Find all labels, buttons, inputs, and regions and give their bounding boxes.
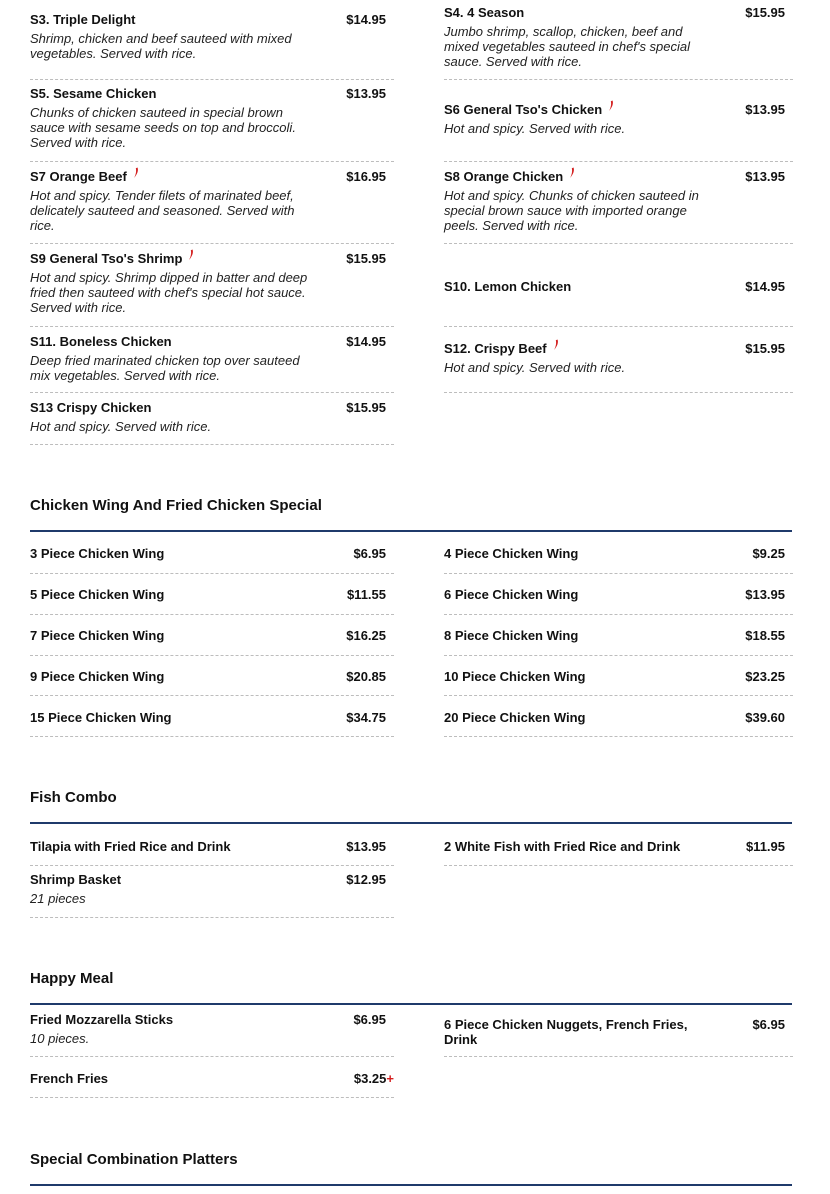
menu-item-s3[interactable] <box>30 11 394 80</box>
item-price: $15.95 <box>745 5 785 20</box>
item-description: 10 pieces. <box>30 1031 90 1046</box>
item-description: 21 pieces <box>30 891 86 906</box>
item-price: $11.95 <box>745 839 785 854</box>
menu-item-s8[interactable] <box>444 168 793 244</box>
item-price: $9.25 <box>752 546 785 561</box>
menu-item-wing[interactable] <box>30 587 394 615</box>
item-description: Hot and spicy. Shrimp dipped in batter and deep fried then sauteed with chef's special hot sauce. Served with rice. <box>30 270 308 315</box>
item-name: 5 Piece Chicken Wing <box>30 587 165 602</box>
menu-item-s4[interactable] <box>444 4 793 80</box>
menu-item-wing[interactable] <box>30 546 394 574</box>
item-name: Fried Mozzarella Sticks <box>30 1012 174 1027</box>
menu-item-tilapia[interactable] <box>30 839 394 866</box>
item-price: $23.25 <box>745 669 785 684</box>
item-name: S5. Sesame Chicken <box>30 86 157 101</box>
item-name: French Fries <box>30 1071 109 1086</box>
item-price: $16.25 <box>346 628 386 643</box>
menu-item-wing[interactable] <box>444 669 793 696</box>
add-option-icon[interactable]: + <box>386 1071 394 1086</box>
menu-item-wing[interactable] <box>444 710 793 737</box>
item-name: 6 Piece Chicken Wing <box>444 587 579 602</box>
menu-item-mozzarella[interactable] <box>30 1011 394 1057</box>
item-name: S13 Crispy Chicken <box>30 400 152 415</box>
item-name: S11. Boneless Chicken <box>30 334 172 349</box>
section-divider <box>30 1184 792 1186</box>
item-price: $13.95 <box>745 169 785 184</box>
item-price: $12.95 <box>346 872 386 887</box>
item-name: S10. Lemon Chicken <box>444 279 572 294</box>
item-name: S7 Orange Beef <box>30 169 139 184</box>
item-price: $6.95 <box>752 1017 785 1032</box>
section-divider <box>30 822 792 824</box>
item-description: Deep fried marinated chicken top over sauteed mix vegetables. Served with rice. <box>30 353 300 383</box>
menu-item-wing[interactable] <box>30 710 394 737</box>
item-name: Tilapia with Fried Rice and Drink <box>30 839 231 854</box>
item-price: $18.55 <box>745 628 785 643</box>
item-price: $20.85 <box>346 669 386 684</box>
menu-item-s12[interactable] <box>444 340 793 393</box>
menu-item-wing[interactable] <box>444 546 793 574</box>
item-description: Chunks of chicken sauteed in special brown sauce with sesame seeds on top and broccoli. Served with rice. <box>30 105 296 150</box>
item-name: 2 White Fish with Fried Rice and Drink <box>444 839 681 854</box>
item-name: S8 Orange Chicken <box>444 169 575 184</box>
item-price: $13.95 <box>745 102 785 117</box>
section-title-fish: Fish Combo <box>30 789 117 806</box>
item-name: 10 Piece Chicken Wing <box>444 669 586 684</box>
item-price: $39.60 <box>745 710 785 725</box>
menu-item-nuggets[interactable] <box>444 1016 793 1057</box>
item-name: 9 Piece Chicken Wing <box>30 669 165 684</box>
hot-pepper-icon <box>188 249 194 261</box>
hot-pepper-icon <box>553 339 559 351</box>
menu-item-wing[interactable] <box>30 669 394 696</box>
item-price: $14.95 <box>745 279 785 294</box>
item-name: 3 Piece Chicken Wing <box>30 546 165 561</box>
item-description: Jumbo shrimp, scallop, chicken, beef and mixed vegetables sauteed in chef's special sauce. Served with rice. <box>444 24 691 69</box>
item-name: S3. Triple Delight <box>30 12 136 27</box>
item-price: $6.95 <box>353 546 386 561</box>
menu-item-s9[interactable] <box>30 250 394 327</box>
menu-item-french-fries[interactable] <box>30 1071 394 1098</box>
section-divider <box>30 1003 792 1005</box>
item-description: Hot and spicy. Served with rice. <box>444 360 626 375</box>
menu-item-s11[interactable] <box>30 333 394 393</box>
item-price: $13.95 <box>745 587 785 602</box>
item-price: $14.95 <box>346 334 386 349</box>
menu-item-shrimp-basket[interactable] <box>30 871 394 918</box>
item-price: $14.95 <box>346 12 386 27</box>
item-price: $13.95 <box>346 839 386 854</box>
item-name: 8 Piece Chicken Wing <box>444 628 579 643</box>
item-price: $3.25+ <box>353 1071 394 1086</box>
item-price: $34.75 <box>346 710 386 725</box>
item-name: 4 Piece Chicken Wing <box>444 546 579 561</box>
item-description: Shrimp, chicken and beef sauteed with mixed vegetables. Served with rice. <box>30 31 292 61</box>
item-name: 7 Piece Chicken Wing <box>30 628 165 643</box>
menu-item-wing[interactable] <box>444 628 793 656</box>
hot-pepper-icon <box>608 100 614 112</box>
item-price: $15.95 <box>346 400 386 415</box>
section-title-platters: Special Combination Platters <box>30 1151 238 1168</box>
item-name: 15 Piece Chicken Wing <box>30 710 172 725</box>
item-description: Hot and spicy. Chunks of chicken sauteed in special brown sauce with imported orange peels. Served with rice. <box>444 188 699 233</box>
menu-item-white-fish[interactable] <box>444 839 793 866</box>
item-description: Hot and spicy. Served with rice. <box>30 419 212 434</box>
menu-item-s5[interactable] <box>30 85 394 162</box>
item-name: Shrimp Basket <box>30 872 122 887</box>
hot-pepper-icon <box>133 167 139 179</box>
hot-pepper-icon <box>569 167 575 179</box>
item-price: $16.95 <box>346 169 386 184</box>
item-name: S4. 4 Season <box>444 5 525 20</box>
section-divider <box>30 530 792 532</box>
menu-item-wing[interactable] <box>30 628 394 656</box>
item-description: Hot and spicy. Tender filets of marinated beef, delicately sauteed and seasoned. Served with rice. <box>30 188 295 233</box>
item-price: $6.95 <box>353 1012 386 1027</box>
menu-item-wing[interactable] <box>444 587 793 615</box>
menu-item-s7[interactable] <box>30 168 394 244</box>
item-name: S12. Crispy Beef <box>444 341 559 356</box>
item-name: 20 Piece Chicken Wing <box>444 710 586 725</box>
menu-item-s10[interactable] <box>444 279 793 327</box>
menu-item-s13[interactable] <box>30 399 394 445</box>
item-price: $15.95 <box>346 251 386 266</box>
item-price: $13.95 <box>346 86 386 101</box>
item-price: $11.55 <box>346 587 386 602</box>
menu-item-s6[interactable] <box>444 101 793 162</box>
section-title-wings: Chicken Wing And Fried Chicken Special <box>30 497 322 514</box>
item-name: S9 General Tso's Shrimp <box>30 251 194 266</box>
item-name: 6 Piece Chicken Nuggets, French Fries, Drink <box>444 1017 688 1047</box>
section-title-happy-meal: Happy Meal <box>30 970 114 987</box>
item-price: $15.95 <box>745 341 785 356</box>
item-description: Hot and spicy. Served with rice. <box>444 121 626 136</box>
item-name: S6 General Tso's Chicken <box>444 102 614 117</box>
